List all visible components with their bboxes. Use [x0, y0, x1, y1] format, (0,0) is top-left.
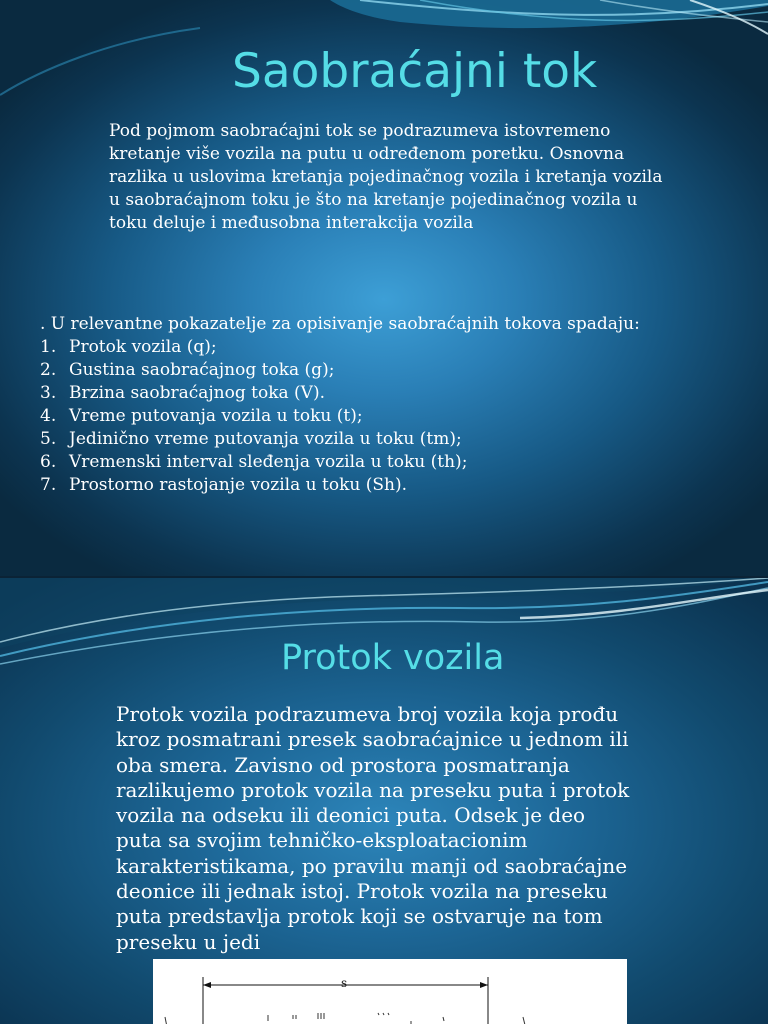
list-item: [40, 451, 680, 474]
distance-label: s: [341, 976, 348, 990]
list-number: 1.: [40, 337, 57, 357]
list-number: 4.: [40, 406, 57, 426]
list-item: [40, 359, 680, 382]
list-text: Prostorno rastojanje vozila u toku (Sh).: [69, 475, 407, 495]
intro-paragraph: Pod pojmom saobraćajni tok se podrazumeva istovremeno kretanje više vozila na putu u određenom poretku. Osnovna razlika u uslovima kretanja pojedinačnog vozila i kretanja vozila u saobraćajnom toku je što na kretanje pojedinačnog vozila u toku deluje i međusobna interakcija vozila: [109, 121, 663, 233]
slide-title: Saobraćajni tok: [232, 44, 598, 99]
list-item: [40, 405, 680, 428]
indicators-block: [40, 313, 680, 497]
list-number: 7.: [40, 475, 57, 495]
list-number: 6.: [40, 452, 57, 472]
distance-diagram: [153, 959, 627, 1024]
road-section-figure: [153, 959, 627, 1024]
arrow-left: [203, 982, 211, 988]
list-text: Protok vozila (q);: [69, 337, 217, 357]
list-text: Jedinično vreme putovanja vozila u toku (tm);: [69, 429, 462, 449]
list-number: 2.: [40, 360, 57, 380]
list-text: Vremenski interval sleđenja vozila u toku (th);: [69, 452, 468, 472]
list-number: 5.: [40, 429, 57, 449]
list-text: Gustina saobraćajnog toka (g);: [69, 360, 335, 380]
slide-protok-vozila: [0, 578, 768, 1024]
road-marks: [165, 1013, 525, 1024]
body-paragraph: Protok vozila podrazumeva broj vozila koja prođu kroz posmatrani presek saobraćajnice u jednom ili oba smera. Zavisno od prostora posmatranja razlikujemo protok vozila na preseku puta i protok vozila na odseku ili deonici puta. Odsek je deo puta sa svojim tehničko-eksploatacionim karakteristikama, po pravilu manji od saobraćajne deonice ili jednak istoj. Protok vozila na preseku puta predstavlja protok koji se ostvaruje na tom preseku u jedi: [116, 702, 630, 954]
list-number: 3.: [40, 383, 57, 403]
list-item: [40, 382, 680, 405]
arrow-right: [480, 982, 488, 988]
list-intro: . U relevantne pokazatelje za opisivanje saobraćajnih tokova spadaju:: [40, 314, 640, 334]
list-item: [40, 428, 680, 451]
slide-title: Protok vozila: [281, 638, 505, 678]
list-item: [40, 474, 680, 497]
list-item: [40, 336, 680, 359]
list-text: Vreme putovanja vozila u toku (t);: [69, 406, 363, 426]
list-text: Brzina saobraćajnog toka (V).: [69, 383, 325, 403]
